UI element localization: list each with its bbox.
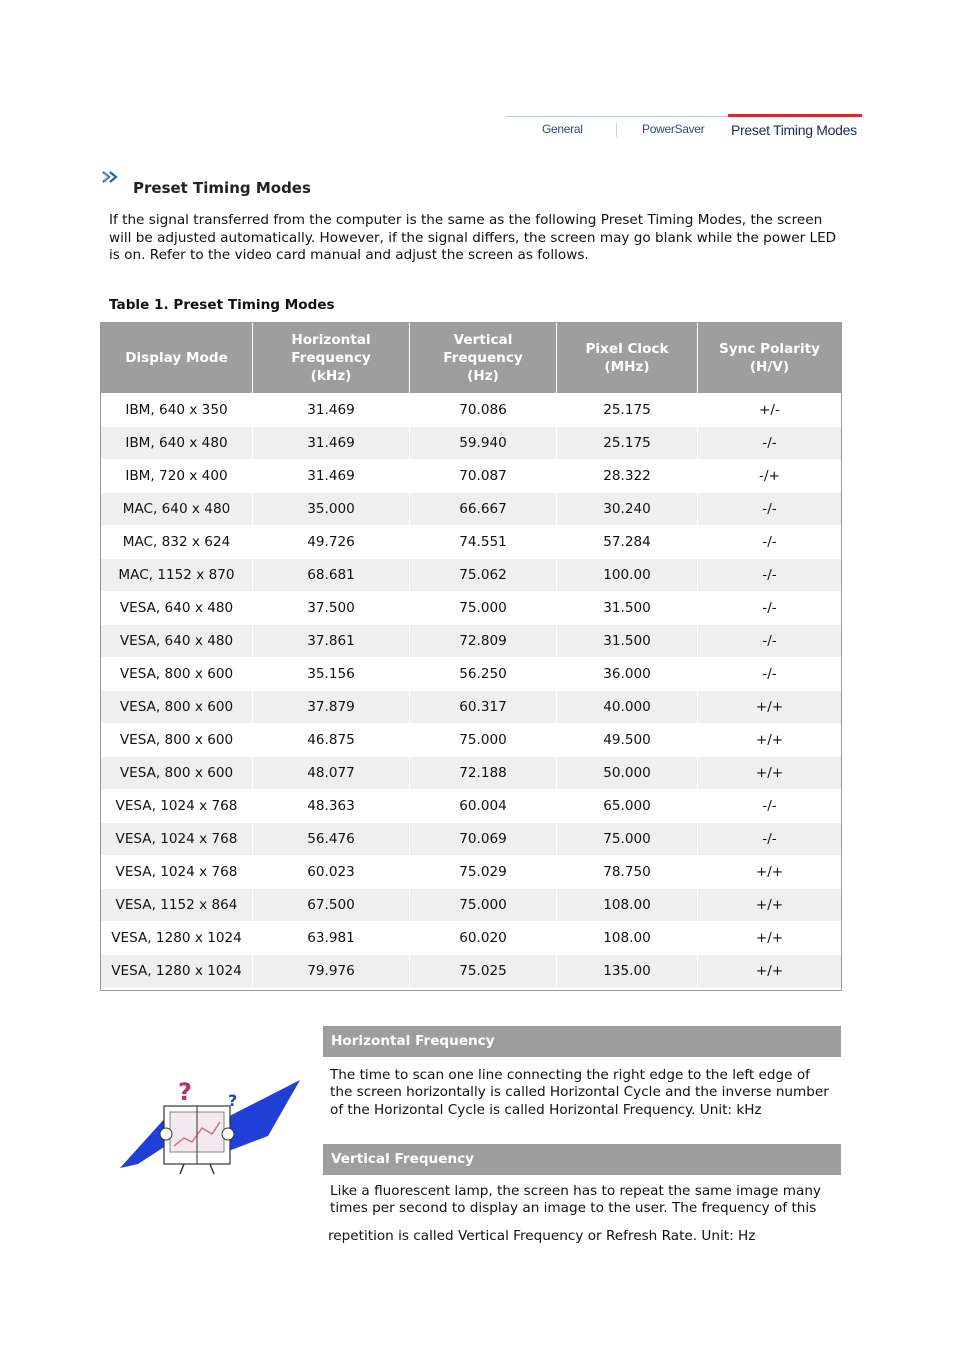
header-line: Display Mode — [125, 350, 228, 366]
table-row — [101, 889, 841, 922]
tab-separator — [616, 123, 617, 137]
cell-vertical-frequency: 75.000 — [410, 592, 557, 625]
cell-display-mode: MAC, 832 x 624 — [101, 526, 253, 559]
cell-pixel-clock: 50.000 — [557, 757, 698, 790]
table-row — [101, 790, 841, 823]
table-row — [101, 724, 841, 757]
cell-sync-polarity: -/- — [698, 526, 841, 559]
cell-horizontal-frequency: 79.976 — [253, 955, 410, 988]
cell-sync-polarity: +/+ — [698, 889, 841, 922]
header-vertical-frequency — [410, 323, 557, 394]
cell-display-mode: VESA, 1024 x 768 — [101, 823, 253, 856]
cell-display-mode: VESA, 800 x 600 — [101, 724, 253, 757]
header-line: Pixel Clock — [585, 341, 669, 357]
cell-sync-polarity: -/- — [698, 592, 841, 625]
table-row — [101, 625, 841, 658]
tab-powersaver[interactable]: PowerSaver — [642, 122, 705, 136]
cell-pixel-clock: 30.240 — [557, 493, 698, 526]
cell-vertical-frequency: 72.809 — [410, 625, 557, 658]
cell-vertical-frequency: 60.020 — [410, 922, 557, 955]
header-line: (MHz) — [604, 359, 650, 375]
cell-horizontal-frequency: 31.469 — [253, 427, 410, 460]
cell-horizontal-frequency: 31.469 — [253, 460, 410, 493]
cell-pixel-clock: 31.500 — [557, 625, 698, 658]
cell-horizontal-frequency: 68.681 — [253, 559, 410, 592]
table-row — [101, 559, 841, 592]
cell-horizontal-frequency: 37.861 — [253, 625, 410, 658]
cell-horizontal-frequency: 67.500 — [253, 889, 410, 922]
cell-vertical-frequency: 75.000 — [410, 724, 557, 757]
cell-horizontal-frequency: 37.879 — [253, 691, 410, 724]
cell-display-mode: MAC, 640 x 480 — [101, 493, 253, 526]
svg-text:?: ? — [228, 1091, 238, 1110]
cell-pixel-clock: 31.500 — [557, 592, 698, 625]
cell-horizontal-frequency: 60.023 — [253, 856, 410, 889]
cell-vertical-frequency: 66.667 — [410, 493, 557, 526]
horizontal-frequency-header: Horizontal Frequency — [323, 1026, 841, 1057]
header-line: Vertical — [453, 332, 513, 348]
header-pixel-clock — [557, 323, 698, 394]
vertical-frequency-text-continued: repetition is called Vertical Frequency or Refresh Rate. Unit: Hz — [328, 1228, 756, 1244]
cell-sync-polarity: -/- — [698, 790, 841, 823]
cell-sync-polarity: +/+ — [698, 691, 841, 724]
table-row — [101, 427, 841, 460]
svg-text:?: ? — [178, 1078, 192, 1106]
table-row — [101, 922, 841, 955]
cell-display-mode: VESA, 1280 x 1024 — [101, 922, 253, 955]
tab-general[interactable]: General — [542, 122, 583, 136]
table-row — [101, 526, 841, 559]
cell-vertical-frequency: 75.000 — [410, 889, 557, 922]
cell-horizontal-frequency: 35.000 — [253, 493, 410, 526]
timing-table-container — [100, 322, 842, 991]
cell-horizontal-frequency: 46.875 — [253, 724, 410, 757]
table-row — [101, 658, 841, 691]
timing-table — [101, 323, 841, 988]
cell-pixel-clock: 65.000 — [557, 790, 698, 823]
cell-pixel-clock: 40.000 — [557, 691, 698, 724]
tab-preset-timing-modes[interactable]: Preset Timing Modes — [731, 122, 857, 138]
active-tab-indicator — [728, 114, 862, 117]
header-line: Horizontal — [291, 332, 371, 348]
table-row — [101, 460, 841, 493]
header-line: Frequency — [291, 350, 371, 366]
header-display-mode — [101, 323, 253, 394]
cell-vertical-frequency: 74.551 — [410, 526, 557, 559]
header-sync-polarity — [698, 323, 841, 394]
cell-display-mode: VESA, 640 x 480 — [101, 625, 253, 658]
cell-display-mode: IBM, 640 x 480 — [101, 427, 253, 460]
cell-horizontal-frequency: 49.726 — [253, 526, 410, 559]
cell-vertical-frequency: 59.940 — [410, 427, 557, 460]
header-line: (H/V) — [749, 359, 790, 375]
cell-sync-polarity: +/+ — [698, 955, 841, 988]
cell-sync-polarity: -/- — [698, 427, 841, 460]
double-chevron-icon — [101, 169, 123, 187]
table-row — [101, 823, 841, 856]
cell-vertical-frequency: 72.188 — [410, 757, 557, 790]
cell-display-mode: MAC, 1152 x 870 — [101, 559, 253, 592]
table-row — [101, 757, 841, 790]
table-caption: Table 1. Preset Timing Modes — [109, 297, 335, 313]
cell-horizontal-frequency: 63.981 — [253, 922, 410, 955]
cell-horizontal-frequency: 37.500 — [253, 592, 410, 625]
cell-pixel-clock: 75.000 — [557, 823, 698, 856]
top-tab-bar — [506, 114, 862, 144]
cell-vertical-frequency: 75.025 — [410, 955, 557, 988]
cell-sync-polarity: +/+ — [698, 856, 841, 889]
table-row — [101, 493, 841, 526]
cell-display-mode: VESA, 1152 x 864 — [101, 889, 253, 922]
vertical-frequency-header: Vertical Frequency — [323, 1144, 841, 1175]
cell-sync-polarity: -/+ — [698, 460, 841, 493]
cell-vertical-frequency: 70.087 — [410, 460, 557, 493]
table-row — [101, 394, 841, 427]
cell-sync-polarity: -/- — [698, 823, 841, 856]
cell-display-mode: VESA, 800 x 600 — [101, 658, 253, 691]
monitor-question-illustration — [118, 1076, 302, 1176]
table-row — [101, 955, 841, 988]
horizontal-frequency-text: The time to scan one line connecting the right edge to the left edge of the screen horizontally is called Horizontal Cycle and the inverse number of the Horizontal Cycle is called Horizontal Frequency. Unit: kHz — [330, 1067, 829, 1118]
table-row — [101, 592, 841, 625]
cell-sync-polarity: +/+ — [698, 757, 841, 790]
cell-pixel-clock: 108.00 — [557, 889, 698, 922]
table-row — [101, 691, 841, 724]
cell-pixel-clock: 100.00 — [557, 559, 698, 592]
cell-pixel-clock: 78.750 — [557, 856, 698, 889]
header-line: (Hz) — [467, 368, 499, 384]
cell-sync-polarity: +/+ — [698, 724, 841, 757]
cell-sync-polarity: -/- — [698, 559, 841, 592]
tab-bar-line — [506, 116, 728, 117]
cell-sync-polarity: -/- — [698, 625, 841, 658]
cell-vertical-frequency: 60.004 — [410, 790, 557, 823]
header-horizontal-frequency — [253, 323, 410, 394]
cell-vertical-frequency: 56.250 — [410, 658, 557, 691]
cell-horizontal-frequency: 56.476 — [253, 823, 410, 856]
cell-horizontal-frequency: 35.156 — [253, 658, 410, 691]
cell-display-mode: VESA, 640 x 480 — [101, 592, 253, 625]
cell-display-mode: IBM, 640 x 350 — [101, 394, 253, 427]
cell-display-mode: VESA, 800 x 600 — [101, 757, 253, 790]
cell-pixel-clock: 25.175 — [557, 427, 698, 460]
header-line: Frequency — [443, 350, 523, 366]
cell-pixel-clock: 36.000 — [557, 658, 698, 691]
cell-pixel-clock: 57.284 — [557, 526, 698, 559]
cell-sync-polarity: +/- — [698, 394, 841, 427]
cell-horizontal-frequency: 48.363 — [253, 790, 410, 823]
cell-pixel-clock: 108.00 — [557, 922, 698, 955]
cell-sync-polarity: +/+ — [698, 922, 841, 955]
table-body — [101, 394, 841, 988]
cell-vertical-frequency: 70.086 — [410, 394, 557, 427]
cell-vertical-frequency: 75.062 — [410, 559, 557, 592]
cell-pixel-clock: 49.500 — [557, 724, 698, 757]
cell-sync-polarity: -/- — [698, 658, 841, 691]
intro-paragraph: If the signal transferred from the computer is the same as the following Preset Timing Modes, the screen will be adjusted automatically. However, if the signal differs, the screen may go blank while the power LED is on. Refer to the video card manual and adjust the screen as follows. — [109, 212, 837, 263]
cell-pixel-clock: 25.175 — [557, 394, 698, 427]
cell-horizontal-frequency: 48.077 — [253, 757, 410, 790]
cell-vertical-frequency: 70.069 — [410, 823, 557, 856]
page-title: Preset Timing Modes — [133, 179, 311, 197]
cell-vertical-frequency: 75.029 — [410, 856, 557, 889]
cell-display-mode: VESA, 800 x 600 — [101, 691, 253, 724]
header-line: (kHz) — [310, 368, 352, 384]
vertical-frequency-text: Like a fluorescent lamp, the screen has to repeat the same image many times per second to display an image to the user. The frequency of this — [330, 1183, 821, 1217]
header-line: Sync Polarity — [719, 341, 820, 357]
cell-display-mode: VESA, 1024 x 768 — [101, 856, 253, 889]
cell-display-mode: IBM, 720 x 400 — [101, 460, 253, 493]
cell-display-mode: VESA, 1280 x 1024 — [101, 955, 253, 988]
cell-display-mode: VESA, 1024 x 768 — [101, 790, 253, 823]
table-header-row — [101, 323, 841, 394]
cell-horizontal-frequency: 31.469 — [253, 394, 410, 427]
cell-pixel-clock: 28.322 — [557, 460, 698, 493]
cell-vertical-frequency: 60.317 — [410, 691, 557, 724]
cell-pixel-clock: 135.00 — [557, 955, 698, 988]
table-row — [101, 856, 841, 889]
cell-sync-polarity: -/- — [698, 493, 841, 526]
